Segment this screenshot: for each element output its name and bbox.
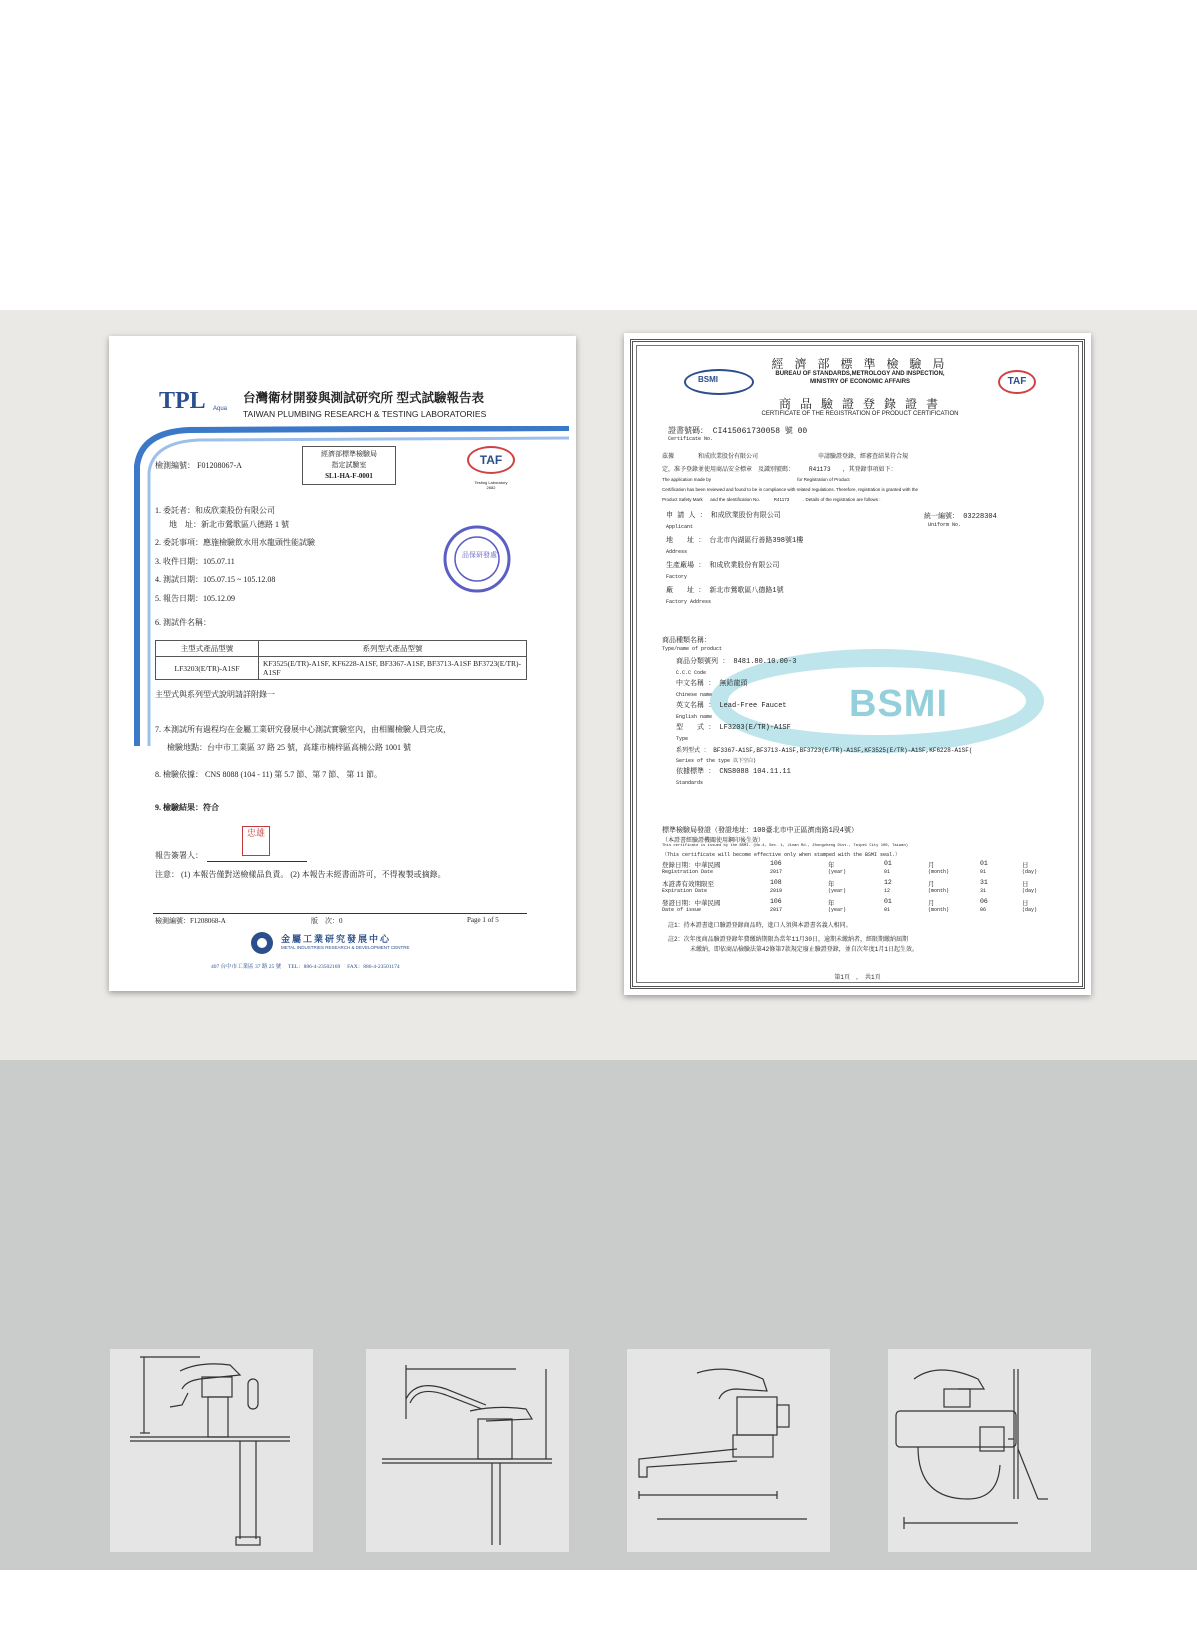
- drawing-panel-3: [627, 1349, 830, 1552]
- org-address: 407 台中市工業區 37 路 25 號 TEL：886-4-23502169 FAX：886-4-23501174: [211, 964, 400, 970]
- cert-number: 證書號碼： CI415061730058 號 00: [668, 427, 808, 436]
- tpl-item: 4. 測試日期：105.07.15 ~ 105.12.08: [155, 575, 276, 584]
- date-cell: 年: [828, 881, 835, 888]
- table-header: 主型式產品型號: [156, 641, 259, 657]
- bath-shower-faucet-drawing-icon: [888, 1349, 1091, 1552]
- signer-label: 報告簽署人：: [155, 851, 203, 860]
- table-cell: KF3525(E/TR)-A1SF, KF6228-A1SF, BF3367-A1SF, BF3713-A1SF BF3723(E/TR)-A1SF: [259, 657, 527, 680]
- table-header: 系列型式產品型號: [259, 641, 527, 657]
- date-cell: 本證書有效期限至: [662, 881, 714, 888]
- date-cell: 年: [828, 900, 835, 907]
- bsmi-logo-text: BSMI: [698, 375, 718, 384]
- date-cell: (year): [828, 869, 847, 875]
- product-fields: [676, 657, 972, 789]
- date-cell: 01: [884, 907, 891, 913]
- designated-lab-line: 經濟部標準檢驗局: [321, 450, 377, 458]
- note-1: 註1：持本證書進口驗證登錄商品時，進口人須與本證書名義人相同。: [668, 922, 852, 929]
- field-label-en: Type: [676, 736, 689, 742]
- bsmi-title-en2: MINISTRY OF ECONOMIC AFFAIRS: [809, 379, 911, 385]
- table-cell: LF3203(E/TR)-A1SF: [156, 657, 259, 680]
- tpl-item: 3. 收件日期：105.07.11: [155, 556, 235, 566]
- date-cell: 12: [884, 879, 892, 886]
- date-cell: 12: [884, 888, 891, 894]
- field-label-en: Factory: [666, 574, 688, 580]
- date-cell: 登錄日期：中華民國: [662, 862, 721, 869]
- tpl-item7: 7. 本測試所有過程均在金屬工業研究發展中心測試實驗室內，由相關檢驗人員完成，: [155, 725, 451, 734]
- field-label-en: Chinese name: [676, 692, 713, 698]
- uniform-number: 統一編號： 03228304: [924, 513, 997, 521]
- tpl-title-en: TAIWAN PLUMBING RESEARCH & TESTING LABORATORIES: [243, 409, 487, 419]
- taf-badge: TAF: [998, 370, 1036, 394]
- date-cell: 2019: [770, 888, 783, 894]
- model-table: [155, 640, 527, 680]
- footer-version: 版 次：0: [311, 917, 343, 925]
- bsmi-title-zh: 經 濟 部 標 準 檢 驗 局: [771, 357, 949, 371]
- drawing-panel-4: [888, 1349, 1091, 1552]
- org-name-zh: 金屬工業研究發展中心: [281, 934, 392, 944]
- product-label-en: Type/name of product: [662, 646, 723, 652]
- date-cell: 108: [770, 879, 782, 886]
- taf-caption-line: 2682: [486, 485, 496, 490]
- date-cell: 106: [770, 898, 782, 905]
- tpl-item: 5. 報告日期：105.12.09: [155, 593, 235, 603]
- date-cell: 2017: [770, 907, 783, 913]
- designated-lab-line: 指定試驗室: [331, 461, 367, 469]
- tpl-test-report: [109, 336, 576, 991]
- note-3: 未繳納，即依商品檢驗法第42條第7款規定廢止驗證登錄，並自次年度1月1日起生效。: [690, 946, 919, 953]
- date-cell: 01: [980, 860, 988, 867]
- issuer-line: （This certificate will become effective only when stamped with the BSMI seal.）: [662, 852, 901, 858]
- date-cell: 月: [928, 900, 935, 907]
- date-cell: (day): [1022, 907, 1038, 913]
- tpl-item: 6. 測試件名稱：: [155, 618, 211, 627]
- bsmi-title-en1: BUREAU OF STANDARDS,METROLOGY AND INSPECTION,: [775, 371, 945, 377]
- lab-seal-text: 品保研發處: [462, 551, 497, 559]
- tpl-notice: 注意： (1) 本報告僅對送檢樣品負責。 (2) 本報告未經書面許可，不得複製或摘錄。: [155, 870, 446, 879]
- date-cell: 106: [770, 860, 782, 867]
- field-label-en: Series of the type 以下空白): [676, 758, 757, 764]
- issuer-line: 標準檢驗局發證（發證地址：100臺北市中正區濟南路1段4號）: [662, 827, 859, 835]
- issuer-line: （本證書經驗證機關使用鋼印後生效）: [662, 837, 765, 844]
- date-row: [662, 888, 1062, 898]
- bsmi-certificate: [624, 333, 1091, 995]
- field-label-en: Address: [666, 549, 688, 555]
- mirdc-logo-icon: [249, 930, 275, 956]
- field-label-en: Factory Address: [666, 599, 712, 605]
- field-label: 依據標準 ： CNS8088 104.11.11: [676, 768, 791, 776]
- tpl-report-no: 檢測編號： F01208067-A: [155, 461, 242, 470]
- date-cell: 2017: [770, 869, 783, 875]
- field-label: 地 址 ： 台北市內湖區行善路398號1樓: [666, 537, 804, 545]
- date-cell: (month): [928, 888, 950, 894]
- field-label: 生產廠場 ： 和成欣業股份有限公司: [666, 562, 780, 570]
- date-cell: 06: [980, 907, 987, 913]
- bsmi-watermark: BSMI: [849, 683, 948, 725]
- date-cell: 01: [884, 860, 892, 867]
- tpl-title-zh: 台灣衛材開發與測試研究所 型式試驗報告表: [243, 391, 484, 405]
- cert-para-en3: Product Safety Mark and the Identification No. R41173 . Details of the registration are follows :: [662, 497, 881, 502]
- designated-lab-box: [302, 446, 396, 485]
- signature-stamp: 忠雄: [242, 826, 270, 856]
- date-cell: Registration Date: [662, 869, 714, 875]
- date-cell: (year): [828, 888, 847, 894]
- field-label: 型 式 ： LF3203(E/TR)-A1SF: [676, 724, 791, 732]
- applicant-fields: [666, 511, 803, 608]
- field-label-en: English name: [676, 714, 713, 720]
- footer-page: Page 1 of 5: [467, 916, 499, 924]
- wall-mounted-faucet-drawing-icon: [627, 1349, 830, 1552]
- page-number: 第1頁 ， 共1頁: [834, 974, 881, 981]
- field-label: 英文名稱 ： Lead-Free Faucet: [676, 702, 787, 710]
- tpl-item-list: [155, 502, 315, 633]
- cert-para2: 定，准予登錄並使用商品安全標章 及識別號碼： R41173 ，其登錄事項如下：: [662, 466, 897, 473]
- date-cell: 31: [980, 879, 988, 886]
- tpl-logo: TPL: [159, 388, 206, 414]
- org-name-en: METAL INDUSTRIES RESEARCH & DEVELOPMENT CENTRE: [281, 945, 410, 950]
- date-cell: (month): [928, 907, 950, 913]
- dates-table: [662, 860, 1062, 917]
- field-label: 廠 址 ： 新北市鶯歌區八德路1號: [666, 587, 784, 595]
- date-cell: (day): [1022, 869, 1038, 875]
- date-cell: Date of issue: [662, 907, 702, 913]
- table-note: 主型式與系列型式說明請詳附錄一: [155, 690, 275, 699]
- cert-title-zh: 商 品 驗 證 登 錄 證 書: [778, 397, 941, 411]
- tpl-item: 1. 委託者：和成欣業股份有限公司: [155, 506, 275, 515]
- tpl-item8: 8. 檢驗依據： CNS 8088 (104 - 11) 第 5.7 節、第 7 節、 第 11 節。: [155, 770, 382, 779]
- date-row: [662, 860, 1062, 869]
- basin-faucet-drawing-icon: [110, 1349, 313, 1552]
- note-2: 註2：次年度商品驗證登錄年費繳納期限為當年11月30日，逾期未繳納者，經限期繳納屆期: [668, 936, 909, 943]
- date-cell: (year): [828, 907, 847, 913]
- field-label-en: Applicant: [666, 524, 694, 530]
- field-label: 系列型式 ： BF3367-A1SF,BF3713-A1SF,BF3723(E/TR)-A1SF,KF3525(E/TR)-A1SF,KF6228-A1SF(: [676, 747, 973, 754]
- signature-line: [207, 861, 307, 862]
- date-row: [662, 898, 1062, 907]
- cert-para-en2: Certification has been reviewed and found to be in compliance with related regulations. Therefore, registration is granted with the: [662, 487, 919, 492]
- product-label: 商品種類名稱：: [662, 637, 711, 645]
- bsmi-logo-icon: [684, 369, 754, 395]
- cert-para-en1: The application made by for Registration of Product: [662, 477, 850, 482]
- cert-title-en: CERTIFICATE OF THE REGISTRATION OF PRODUCT CERTIFICATION: [761, 411, 959, 417]
- date-cell: 01: [980, 869, 987, 875]
- date-cell: 日: [1022, 900, 1029, 907]
- field-label: 商品分類號列 ： 8481.80.10.00-3: [676, 658, 797, 666]
- tpl-item9: 9. 檢驗結果：符合: [155, 803, 219, 812]
- designated-lab-line: SL1-HA-F-0001: [325, 472, 373, 480]
- taf-badge: TAF: [467, 446, 515, 474]
- date-cell: 月: [928, 881, 935, 888]
- taf-caption-line: Testing Laboratory: [474, 480, 508, 485]
- date-cell: 31: [980, 888, 987, 894]
- footer-report-no: 檢測編號：F1208068-A: [155, 917, 226, 925]
- date-cell: 01: [884, 898, 892, 905]
- date-cell: 日: [1022, 862, 1029, 869]
- field-label: 中文名稱 ： 無鉛龍頭: [676, 680, 748, 688]
- date-row: [662, 907, 1062, 917]
- drawing-panel-1: [110, 1349, 313, 1552]
- tpl-item7-address: 檢驗地點：台中市工業區 37 路 25 號，高雄市楠梓區高楠公路 1001 號: [167, 743, 411, 752]
- cert-number-en: Certificate No.: [668, 436, 714, 442]
- date-cell: Expiration Date: [662, 888, 708, 894]
- date-cell: (month): [928, 869, 950, 875]
- taf-caption: [471, 480, 511, 490]
- tpl-item: 2. 委託事項：應施檢驗飲水用水龍頭性能試驗: [155, 538, 315, 547]
- field-label: 申 請 人 ： 和成欣業股份有限公司: [666, 512, 781, 520]
- tpl-item: 地 址：新北市鶯歌區八德路 1 號: [169, 519, 289, 529]
- date-cell: 01: [884, 869, 891, 875]
- tpl-logo-sub: Aqua: [213, 406, 228, 412]
- issuer-line: This certificate is issued by the BSMI. (No.4, Sec. 1, Jinan Rd., Zhongzheng Dist., Taipei City 100, Taiwan): [662, 844, 909, 848]
- date-cell: 月: [928, 862, 935, 869]
- table-row: [156, 657, 527, 680]
- date-cell: 06: [980, 898, 988, 905]
- date-cell: 日: [1022, 881, 1029, 888]
- kitchen-faucet-drawing-icon: [366, 1349, 569, 1552]
- drawing-panel-2: [366, 1349, 569, 1552]
- date-cell: (day): [1022, 888, 1038, 894]
- field-label-en: C.C.C Code: [676, 670, 707, 676]
- date-row: [662, 879, 1062, 888]
- field-label-en: Standards: [676, 780, 704, 786]
- date-cell: 年: [828, 862, 835, 869]
- footer-rule: [153, 913, 527, 914]
- date-row: [662, 869, 1062, 879]
- date-cell: 發證日期：中華民國: [662, 900, 721, 907]
- cert-para1: 茲據 和成欣業股份有限公司 申請驗證登錄，經審查結果符合規: [662, 453, 909, 460]
- uniform-number-en: Uniform No.: [928, 522, 962, 528]
